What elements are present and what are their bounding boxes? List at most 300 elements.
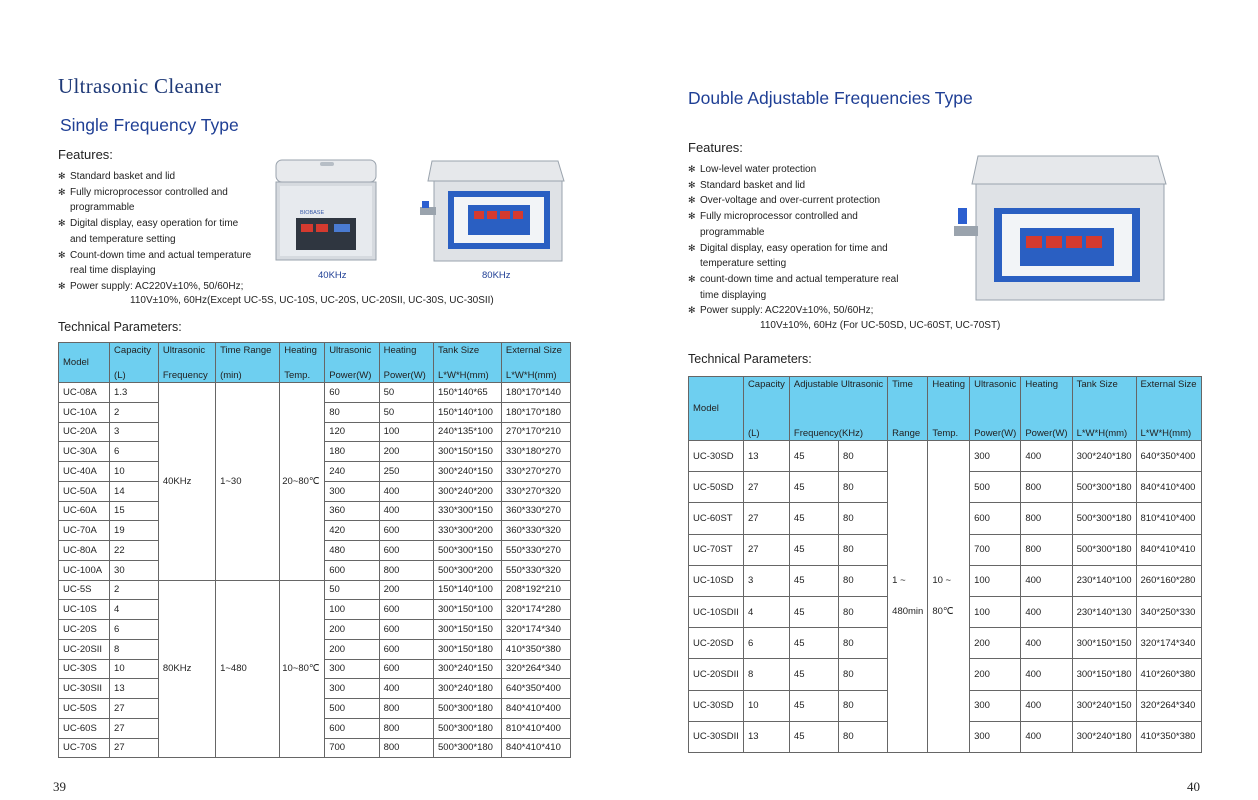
column-header-line1: Tank Size [1076,378,1118,390]
bullet-icon: ✻ [688,305,696,316]
heating-power-cell: 800 [379,718,433,738]
column-header-line2: L*W*H(mm) [505,369,557,381]
bullet-icon: ✻ [688,179,696,190]
column-header-line1: Ultrasonic [329,344,372,356]
frequency-low-cell: 45 [789,472,838,503]
column-header-line2: Frequency [162,369,208,381]
ultrasonic-power-cell: 360 [325,501,379,521]
feature-item [58,169,278,185]
frequency-high-cell: 80 [839,659,888,690]
column-header [501,343,570,383]
model-cell: UC-60S [59,718,110,738]
left-power-line2: 110V±10%, 60Hz(Except UC-5S, UC-10S, UC-20S, UC-20SII, UC-30S, UC-30SII) [130,295,494,306]
feature-item [688,288,928,304]
feature-text: Fully microprocessor controlled and [70,186,228,198]
model-cell: UC-60ST [689,503,744,534]
single-frequency-spec-table [58,342,571,758]
frequency-high-cell: 80 [839,503,888,534]
frequency-low-cell: 45 [789,503,838,534]
model-cell: UC-50A [59,481,110,501]
external-size-cell: 640*350*400 [1136,441,1201,472]
bullet-icon: ✻ [688,164,696,174]
frequency-low-cell: 45 [789,565,838,596]
external-size-cell: 208*192*210 [501,580,570,600]
model-cell: UC-50S [59,699,110,719]
ultrasonic-power-cell: 200 [325,620,379,640]
capacity-cell: 6 [110,442,159,462]
feature-item [58,279,278,295]
column-header [158,343,215,383]
feature-text: Power supply: AC220V±10%, 50/60Hz; [700,305,874,317]
feature-text: temperature setting [700,258,787,270]
bullet-icon: ✻ [58,171,66,181]
column-header-line1: Heating [1025,378,1059,390]
model-cell: UC-08A [59,383,110,403]
column-header [689,377,744,441]
model-cell: UC-20A [59,422,110,442]
external-size-cell: 180*170*140 [501,383,570,403]
ultrasonic-power-cell: 600 [325,560,379,580]
time-line1: 1 ~ [892,575,906,587]
image-label-40khz: 40KHz [318,270,347,281]
heating-power-cell: 600 [379,521,433,541]
feature-text: Power supply: AC220V±10%, 50/60Hz; [70,280,244,292]
external-size-cell: 320*174*340 [1136,628,1201,659]
bullet-icon: ✻ [58,249,66,260]
ultrasonic-power-cell: 80 [325,402,379,422]
external-size-cell: 360*330*270 [501,501,570,521]
model-cell: UC-20SDII [689,659,744,690]
feature-item [688,256,928,272]
column-header-line1: Capacity [114,344,152,356]
heating-power-cell: 50 [379,402,433,422]
frequency-low-cell: 45 [789,596,838,627]
tank-size-cell: 300*150*180 [1072,659,1136,690]
column-header-line1: Ultrasonic [162,344,206,356]
capacity-cell: 27 [743,503,789,534]
model-cell: UC-10SDII [689,596,744,627]
capacity-cell: 13 [743,721,789,752]
right-features-list [688,162,928,319]
tank-size-cell: 330*300*200 [434,521,502,541]
column-header-line2: Power(W) [329,369,372,381]
heating-power-cell: 400 [379,481,433,501]
left-features-heading: Features: [58,147,113,162]
feature-text: Digital display, easy operation for time [70,218,239,230]
feature-item [688,272,928,288]
column-header-line2: Temp. [932,427,959,439]
frequency-high-cell: 80 [839,565,888,596]
column-header-line1: Heating [383,344,417,356]
heating-power-cell: 400 [1021,690,1072,721]
ultrasonic-power-cell: 240 [325,462,379,482]
capacity-cell: 2 [110,402,159,422]
ultrasonic-power-cell: 420 [325,521,379,541]
ultrasonic-power-cell: 300 [970,441,1021,472]
feature-item [688,162,928,178]
feature-text: count-down time and actual temperature real [700,273,899,285]
column-header-line1: External Size [505,344,562,356]
feature-item [58,248,278,264]
bullet-icon: ✻ [688,195,696,206]
capacity-cell: 27 [110,738,159,758]
column-header-line1: Adjustable Ultrasonic [793,378,884,390]
feature-item [58,200,278,216]
ultrasonic-power-cell: 100 [970,596,1021,627]
capacity-cell: 4 [110,600,159,620]
heating-power-cell: 100 [379,422,433,442]
capacity-cell: 19 [110,521,159,541]
frequency-high-cell: 80 [839,534,888,565]
time-line2: 480min [892,606,924,618]
merged-time-cell [888,441,928,753]
capacity-cell: 6 [743,628,789,659]
model-cell: UC-30SD [689,441,744,472]
heating-power-cell: 800 [1021,472,1072,503]
feature-text: Count-down time and actual temperature [70,249,252,261]
table-row [59,580,571,600]
feature-item [688,209,928,225]
merged-temp-cell: 20~80℃ [280,383,325,581]
tank-size-cell: 500*300*180 [1072,472,1136,503]
column-header-line2: (min) [220,369,242,381]
feature-item [688,241,928,257]
tank-size-cell: 230*140*130 [1072,596,1136,627]
left-technical-heading: Technical Parameters: [58,320,182,334]
tank-size-cell: 300*240*180 [434,679,502,699]
merged-frequency-cell: 80KHz [158,580,215,758]
column-header [216,343,280,383]
capacity-cell: 15 [110,501,159,521]
external-size-cell: 840*410*410 [501,738,570,758]
feature-text: time displaying [700,289,767,301]
column-header-line2: Power(W) [1025,427,1068,439]
column-header-label: Model [63,357,89,368]
merged-time-cell: 1~30 [216,383,280,581]
external-size-cell: 810*410*400 [1136,503,1201,534]
capacity-cell: 1.3 [110,383,159,403]
column-header [280,343,325,383]
heating-power-cell: 800 [379,699,433,719]
column-header [1136,377,1201,441]
external-size-cell: 330*270*320 [501,481,570,501]
external-size-cell: 840*410*400 [501,699,570,719]
tank-size-cell: 500*300*150 [434,541,502,561]
ultrasonic-power-cell: 120 [325,422,379,442]
feature-text: Digital display, easy operation for time and [700,242,888,254]
feature-item [58,263,278,279]
bullet-icon: ✻ [688,211,696,222]
column-header-line2: Temp. [284,369,311,381]
double-frequency-spec-table [688,376,1202,753]
column-header-line2: Range [892,427,921,439]
column-header-line2: L*W*H(mm) [1076,427,1128,439]
page-number-right: 40 [1187,779,1200,794]
model-cell: UC-70ST [689,534,744,565]
model-cell: UC-30SII [59,679,110,699]
column-header-line1: Time Range [220,344,272,356]
model-cell: UC-20SII [59,639,110,659]
model-cell: UC-10SD [689,565,744,596]
column-header-line2: (L) [747,427,760,439]
heating-power-cell: 400 [379,501,433,521]
column-header [379,343,433,383]
feature-item [58,216,278,232]
temp-line2: 80℃ [932,606,954,618]
image-label-80khz: 80KHz [482,270,511,281]
capacity-cell: 13 [743,441,789,472]
column-header [110,343,159,383]
ultrasonic-power-cell: 600 [325,718,379,738]
ultrasonic-power-cell: 500 [325,699,379,719]
column-header-line1: Ultrasonic [974,378,1017,390]
heating-power-cell: 250 [379,462,433,482]
brand-title: Ultrasonic Cleaner [58,74,222,98]
column-header [789,377,887,441]
external-size-cell: 320*264*340 [1136,690,1201,721]
ultrasonic-power-cell: 200 [325,639,379,659]
feature-text: Fully microprocessor controlled and [700,211,858,223]
external-size-cell: 640*350*400 [501,679,570,699]
heating-power-cell: 400 [379,679,433,699]
tank-size-cell: 150*140*100 [434,402,502,422]
merged-temp-cell [928,441,970,753]
feature-item [58,232,278,248]
ultrasonic-power-cell: 700 [325,738,379,758]
column-header-label: Model [693,403,719,414]
ultrasonic-power-cell: 480 [325,541,379,561]
capacity-cell: 13 [110,679,159,699]
tank-size-cell: 300*240*200 [434,481,502,501]
heating-power-cell: 400 [1021,596,1072,627]
heating-power-cell: 400 [1021,721,1072,752]
external-size-cell: 270*170*210 [501,422,570,442]
merged-temp-cell: 10~80℃ [280,580,325,758]
table-row [689,441,1202,472]
bullet-icon: ✻ [58,218,66,229]
feature-item [688,178,928,194]
column-header-line2: (L) [114,369,126,381]
tank-size-cell: 300*150*180 [434,639,502,659]
tank-size-cell: 300*240*150 [1072,690,1136,721]
column-header-line1: Heating [932,378,966,390]
page-number-left: 39 [53,779,66,794]
model-cell: UC-70S [59,738,110,758]
tank-size-cell: 500*300*180 [434,718,502,738]
tank-size-cell: 230*140*100 [1072,565,1136,596]
feature-text: Standard basket and lid [700,179,806,191]
external-size-cell: 410*260*380 [1136,659,1201,690]
frequency-high-cell: 80 [839,721,888,752]
heating-power-cell: 600 [379,620,433,640]
frequency-low-cell: 45 [789,628,838,659]
tank-size-cell: 300*240*150 [434,659,502,679]
ultrasonic-power-cell: 300 [970,690,1021,721]
model-cell: UC-10A [59,402,110,422]
bullet-icon: ✻ [688,242,696,253]
capacity-cell: 10 [110,659,159,679]
heating-power-cell: 400 [1021,659,1072,690]
tank-size-cell: 300*240*150 [434,462,502,482]
heating-power-cell: 600 [379,659,433,679]
ultrasonic-power-cell: 500 [970,472,1021,503]
capacity-cell: 14 [110,481,159,501]
column-header-line2: L*W*H(mm) [1140,427,1192,439]
column-header-line2: L*W*H(mm) [438,369,489,381]
frequency-low-cell: 45 [789,534,838,565]
column-header-line2: Power(W) [974,427,1017,439]
external-size-cell: 180*170*180 [501,402,570,422]
heating-power-cell: 800 [379,560,433,580]
column-header-line2: Frequency(KHz) [793,427,864,439]
model-cell: UC-40A [59,462,110,482]
external-size-cell: 260*160*280 [1136,565,1201,596]
tank-size-cell: 500*300*180 [434,699,502,719]
capacity-cell: 8 [110,639,159,659]
capacity-cell: 27 [743,534,789,565]
column-header [928,377,970,441]
ultrasonic-power-cell: 300 [325,679,379,699]
ultrasonic-power-cell: 180 [325,442,379,462]
ultrasonic-power-cell: 60 [325,383,379,403]
tank-size-cell: 300*240*180 [1072,441,1136,472]
capacity-cell: 30 [110,560,159,580]
heating-power-cell: 800 [379,738,433,758]
ultrasonic-power-cell: 700 [970,534,1021,565]
model-cell: UC-30A [59,442,110,462]
frequency-high-cell: 80 [839,628,888,659]
external-size-cell: 320*264*340 [501,659,570,679]
column-header [59,343,110,383]
column-header [970,377,1021,441]
table-row [59,383,571,403]
feature-text: programmable [70,202,135,214]
capacity-cell: 10 [110,462,159,482]
left-features-list [58,169,278,295]
external-size-cell: 410*350*380 [1136,721,1201,752]
tank-size-cell: 300*240*180 [1072,721,1136,752]
temp-line1: 10 ~ [932,575,952,587]
capacity-cell: 3 [110,422,159,442]
model-cell: UC-30SDII [689,721,744,752]
column-header [325,343,379,383]
feature-text: Over-voltage and over-current protection [700,195,881,207]
column-header-line1: Tank Size [438,344,480,356]
column-header-line1: Heating [284,344,317,356]
model-cell: UC-20SD [689,628,744,659]
column-header [434,343,502,383]
heating-power-cell: 50 [379,383,433,403]
heating-power-cell: 600 [379,600,433,620]
ultrasonic-cleaner-40khz-image [272,158,380,266]
column-header [1072,377,1136,441]
ultrasonic-cleaner-double-frequency-image [950,152,1168,304]
model-cell: UC-30S [59,659,110,679]
external-size-cell: 550*330*320 [501,560,570,580]
external-size-cell: 340*250*330 [1136,596,1201,627]
tank-size-cell: 240*135*100 [434,422,502,442]
model-cell: UC-30SD [689,690,744,721]
capacity-cell: 27 [110,699,159,719]
heating-power-cell: 200 [379,442,433,462]
tank-size-cell: 500*300*180 [1072,534,1136,565]
model-cell: UC-20S [59,620,110,640]
heating-power-cell: 400 [1021,441,1072,472]
feature-item [688,225,928,241]
ultrasonic-power-cell: 300 [325,481,379,501]
frequency-low-cell: 45 [789,690,838,721]
tank-size-cell: 300*150*150 [1072,628,1136,659]
heating-power-cell: 400 [1021,565,1072,596]
external-size-cell: 810*410*400 [501,718,570,738]
column-header [888,377,928,441]
external-size-cell: 840*410*400 [1136,472,1201,503]
right-technical-heading: Technical Parameters: [688,352,812,366]
capacity-cell: 10 [743,690,789,721]
frequency-high-cell: 80 [839,472,888,503]
model-cell: UC-5S [59,580,110,600]
external-size-cell: 330*180*270 [501,442,570,462]
external-size-cell: 550*330*270 [501,541,570,561]
tank-size-cell: 300*150*100 [434,600,502,620]
ultrasonic-power-cell: 200 [970,659,1021,690]
heating-power-cell: 600 [379,639,433,659]
feature-text: real time displaying [70,265,156,277]
right-power-line2: 110V±10%, 60Hz (For UC-50SD, UC-60ST, UC-70ST) [760,320,1001,331]
frequency-high-cell: 80 [839,441,888,472]
feature-text: programmable [700,226,765,238]
tank-size-cell: 300*150*150 [434,442,502,462]
model-cell: UC-50SD [689,472,744,503]
tank-size-cell: 500*300*180 [434,738,502,758]
capacity-cell: 27 [743,472,789,503]
model-cell: UC-70A [59,521,110,541]
merged-frequency-cell: 40KHz [158,383,215,581]
device-brand-label: BIOBASE [300,210,325,216]
ultrasonic-power-cell: 50 [325,580,379,600]
feature-text: and temperature setting [70,233,176,245]
frequency-high-cell: 80 [839,690,888,721]
bullet-icon: ✻ [58,186,66,197]
capacity-cell: 8 [743,659,789,690]
ultrasonic-power-cell: 200 [970,628,1021,659]
heating-power-cell: 800 [1021,534,1072,565]
capacity-cell: 3 [743,565,789,596]
frequency-low-cell: 45 [789,721,838,752]
ultrasonic-power-cell: 300 [325,659,379,679]
double-frequency-title: Double Adjustable Frequencies Type [688,88,973,108]
column-header [1021,377,1072,441]
tank-size-cell: 500*300*200 [434,560,502,580]
ultrasonic-power-cell: 300 [970,721,1021,752]
capacity-cell: 22 [110,541,159,561]
frequency-low-cell: 45 [789,441,838,472]
feature-text: Standard basket and lid [70,171,176,182]
heating-power-cell: 800 [1021,503,1072,534]
ultrasonic-cleaner-80khz-image [418,155,568,265]
heating-power-cell: 600 [379,541,433,561]
capacity-cell: 27 [110,718,159,738]
merged-time-cell: 1~480 [216,580,280,758]
ultrasonic-power-cell: 600 [970,503,1021,534]
external-size-cell: 410*350*380 [501,639,570,659]
bullet-icon: ✻ [58,280,66,291]
model-cell: UC-100A [59,560,110,580]
column-header-line2: Power(W) [383,369,426,381]
tank-size-cell: 330*300*150 [434,501,502,521]
feature-item [688,193,928,209]
feature-item [688,303,928,319]
